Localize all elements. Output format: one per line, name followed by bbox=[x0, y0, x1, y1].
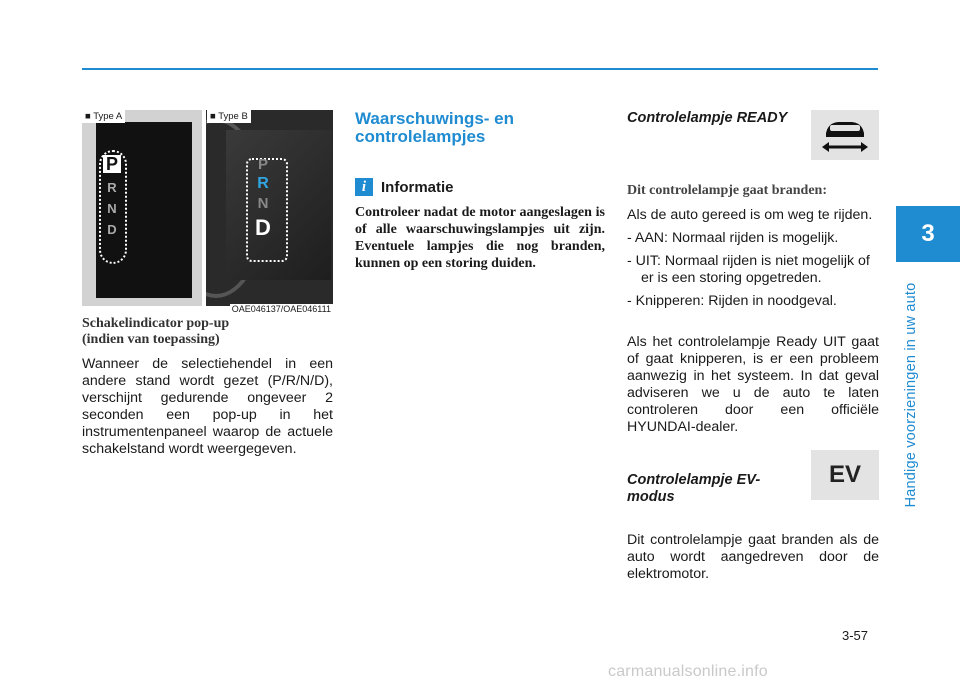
ready-paragraph: Als het controlelampje Ready UIT gaat of gaat knipperen, is er een probleem aanwezig in het systeem. In dat geval adviseren we u de auto te laten controleren door een officiële HYUNDAI-dealer. bbox=[627, 334, 879, 435]
chapter-title: Handige voorzieningen in uw auto bbox=[903, 282, 919, 508]
info-body: Controleer nadat de motor aangeslagen is of alle waarschuwingslampjes uit zijn. Eventuele lampjes die nog branden, kunnen op een storing duiden. bbox=[355, 205, 605, 271]
gear-indicator-figure bbox=[82, 110, 333, 314]
page-number: 3-57 bbox=[842, 628, 869, 643]
ready-subheading: Dit controlelampje gaat branden: bbox=[627, 183, 827, 198]
chapter-tab bbox=[896, 206, 960, 262]
ev-paragraph: Dit controlelampje gaat branden als de auto wordt aangedreven door de elektromotor. bbox=[627, 532, 879, 582]
chapter-number: 3 bbox=[921, 220, 935, 247]
ev-heading-line1: Controlelampje EV- bbox=[627, 472, 761, 488]
watermark: carmanualsonline.info bbox=[608, 663, 768, 680]
chapter-side-label bbox=[896, 282, 926, 508]
gear-n-b: N bbox=[257, 195, 269, 212]
column-left bbox=[82, 316, 333, 458]
gear-d-b: D bbox=[255, 215, 271, 240]
gear-p-b: P bbox=[257, 156, 268, 173]
gear-r-b: R bbox=[257, 175, 269, 192]
car-arrows-icon bbox=[811, 110, 879, 160]
info-icon: i bbox=[355, 178, 373, 196]
warning-lights-heading bbox=[355, 110, 605, 146]
ev-heading-line2: modus bbox=[627, 489, 675, 505]
warning-lights-heading-line2: controlelampjes bbox=[355, 127, 486, 146]
type-b-label: ■ Type B bbox=[207, 110, 251, 123]
gear-column-a bbox=[100, 155, 124, 240]
gear-r-a: R bbox=[107, 180, 117, 195]
gear-d-a: D bbox=[107, 222, 117, 237]
figure-code: OAE046137/OAE046111 bbox=[231, 304, 331, 314]
gear-column-b bbox=[248, 155, 278, 239]
ready-item-on: - AAN: Normaal rijden is mogelijk. bbox=[627, 230, 839, 246]
ready-heading: Controlelampje READY bbox=[627, 110, 788, 126]
shift-popup-body: Wanneer de selectiehendel in een andere stand wordt gezet (P/R/N/D), verschijnt gedurende ongeveer 2 seconden een pop-up in het instrumentenpaneel waarop de actuele schakelstand wordt weergegeven. bbox=[82, 356, 333, 457]
ready-item-off: - UIT: Normaal rijden is niet mogelijk of er is een storing opgetreden. bbox=[627, 253, 870, 286]
shift-popup-heading-line2: (indien van toepassing) bbox=[82, 332, 220, 347]
info-header bbox=[355, 178, 605, 196]
type-a-label: ■ Type A bbox=[82, 110, 125, 123]
ready-intro: Als de auto gereed is om weg te rijden. bbox=[627, 207, 873, 223]
shift-popup-heading-line1: Schakelindicator pop-up bbox=[82, 316, 230, 331]
column-right bbox=[627, 110, 879, 583]
ev-mode-icon: EV bbox=[811, 450, 879, 500]
shift-popup-heading bbox=[82, 316, 333, 348]
gear-p-a: P bbox=[103, 155, 121, 173]
warning-lights-heading-line1: Waarschuwings- en bbox=[355, 109, 515, 128]
ready-item-blink: - Knipperen: Rijden in noodgeval. bbox=[627, 293, 837, 309]
info-title: Informatie bbox=[381, 178, 454, 196]
cluster-type-b bbox=[206, 110, 333, 306]
header-rule bbox=[82, 68, 878, 70]
column-middle bbox=[355, 110, 605, 272]
cluster-type-a bbox=[82, 110, 202, 306]
gear-n-a: N bbox=[107, 201, 117, 216]
